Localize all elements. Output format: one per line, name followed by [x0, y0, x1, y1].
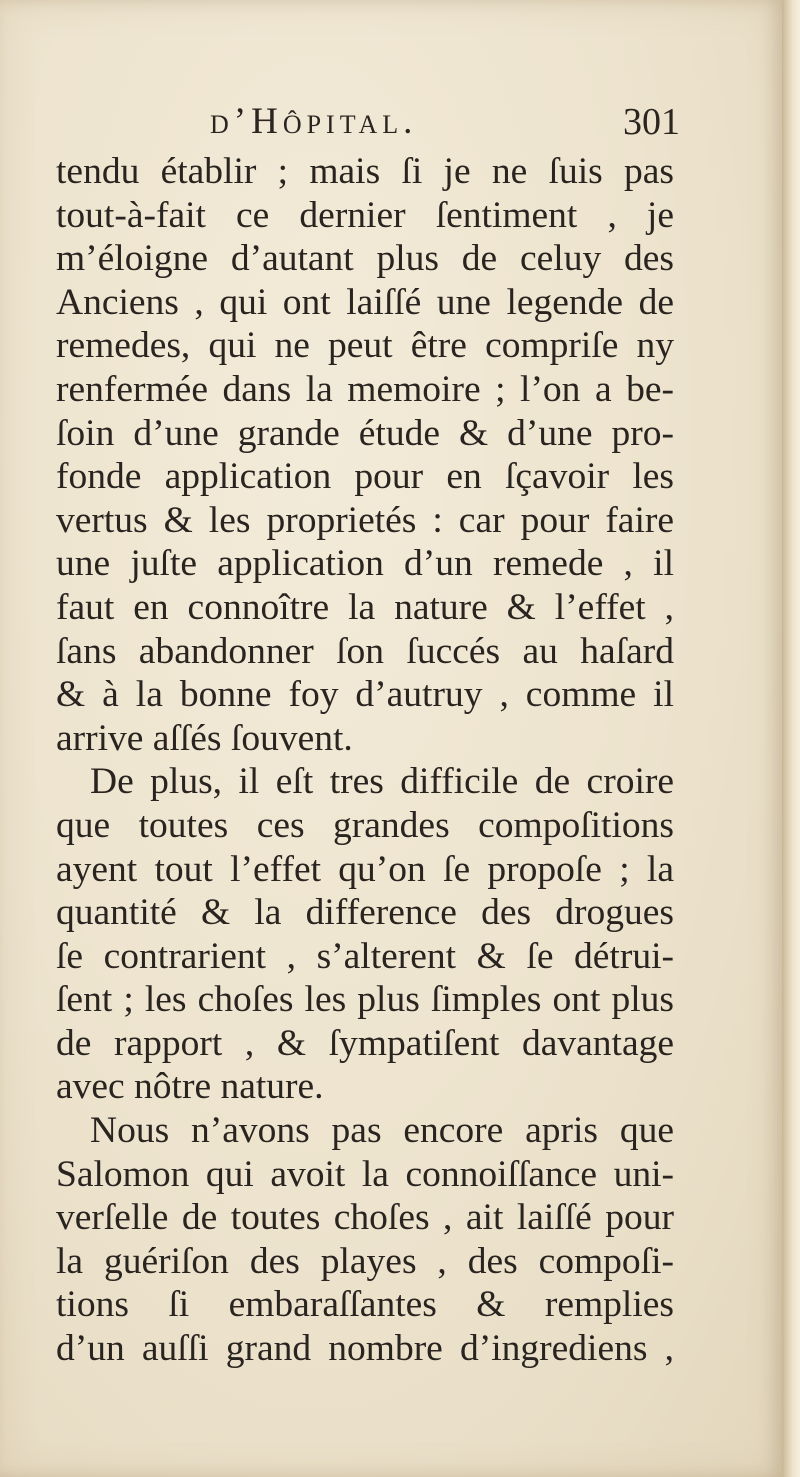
text-line: tendu établir ; mais ſi je ne ſuis pas [56, 151, 674, 192]
text-line: remedes, qui ne peut être compriſe ny [56, 325, 674, 367]
text-line: ſent ; les choſes les plus ſimples ont plus [56, 979, 674, 1021]
text-line: ſe contrarient , s’alterent & ſe détrui- [56, 935, 674, 977]
text-line: ſoin d’une grande étude & d’une pro- [56, 412, 674, 454]
page-number: 301 [623, 101, 680, 143]
text-line: verſelle de toutes choſes , ait laiſſé pour [56, 1197, 674, 1239]
text-line: & à la bonne foy d’autruy , comme il [56, 674, 674, 716]
text-line: ayent tout l’effet qu’on ſe propoſe ; la [56, 848, 674, 890]
text-line: la guériſon des playes , des compoſi- [56, 1240, 674, 1282]
text-line: fonde application pour en ſçavoir les [56, 456, 674, 498]
text-line: quantité & la difference des drogues [56, 892, 674, 934]
text-line: avec nôtre nature. [56, 1066, 324, 1108]
text-line: que toutes ces grandes compoſitions [56, 804, 674, 846]
text-line: Anciens , qui ont laiſſé une legende de [56, 281, 674, 323]
paragraph-first-line: De plus, il eſt tres difficile de croire [90, 761, 674, 803]
text-line: m’éloigne d’autant plus de celuy des [56, 238, 674, 280]
paragraph-first-line: Nous n’avons pas encore apris que [90, 1110, 674, 1152]
body-text [56, 150, 674, 1371]
text-line: une juſte application d’un remede , il [56, 543, 674, 585]
text-line: vertus & les proprietés : car pour faire [56, 499, 674, 541]
running-head: d’Hôpital. [210, 101, 418, 142]
text-line: Salomon qui avoit la connoiſſance uni- [56, 1153, 674, 1195]
text-line: arrive aſſés ſouvent. [56, 717, 353, 759]
text-line: renfermée dans la memoire ; l’on a be- [56, 368, 674, 410]
text-line: ſans abandonner ſon ſuccés au haſard [56, 630, 674, 672]
text-line: faut en connoître la nature & l’effet , [56, 586, 674, 628]
page-edge [782, 0, 800, 1477]
text-line: tions ſi embaraſſantes & remplies [56, 1284, 674, 1326]
text-line: d’un auſſi grand nombre d’ingrediens , [56, 1328, 674, 1370]
text-line: de rapport , & ſympatiſent davantage [56, 1022, 674, 1064]
text-line: tout-à-fait ce dernier ſentiment , je [56, 194, 674, 236]
